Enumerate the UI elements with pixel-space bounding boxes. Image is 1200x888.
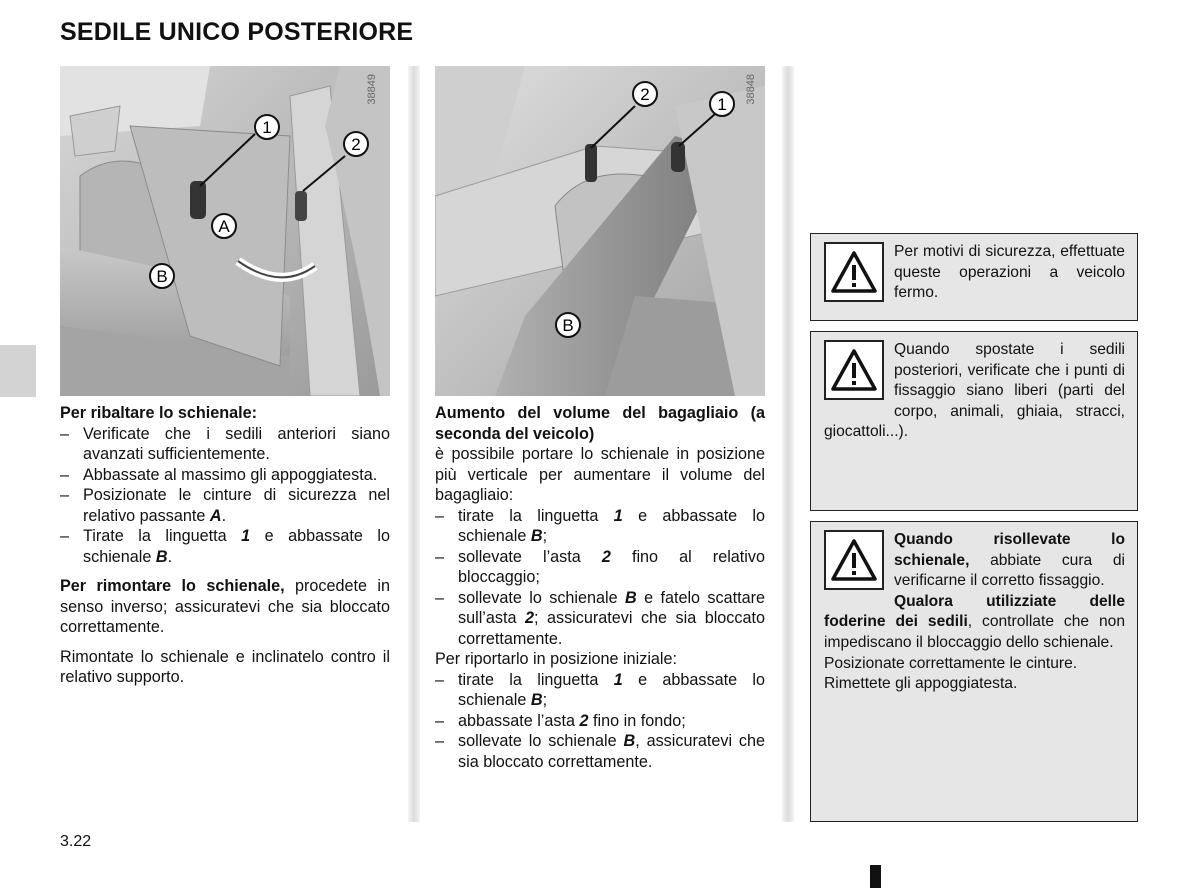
list-item: – sollevate l’asta 2 fino al relativo bloccaggio; — [435, 547, 765, 586]
figure-number: 38848 — [745, 74, 757, 105]
section-heading: Aumento del volume del bagagliaio (a seconda del veicolo) — [435, 404, 765, 443]
footer-marker — [870, 865, 881, 888]
callout-2 — [344, 132, 368, 156]
warning-text: Quando spostate i sedili posteriori, verificate che i punti di fissaggio siano liberi (parti del corpo, animali, ghiaia, stracci, giocattoli...). — [824, 341, 1125, 441]
warning-triangle-icon — [824, 530, 884, 590]
page-number: 3.22 — [60, 833, 92, 850]
callouts-2 — [435, 66, 765, 396]
callout-1 — [710, 92, 734, 116]
paragraph: è possibile portare lo schienale in posizione più verticale per aumentare il volume del bagagliaio: — [435, 445, 765, 504]
list-item: – abbassate l’asta 2 fino in fondo; — [435, 711, 686, 730]
warning-box — [810, 233, 1138, 321]
warning-triangle-icon — [824, 340, 884, 400]
section-heading: Per ribaltare lo schienale: — [60, 404, 258, 422]
callout-2 — [633, 82, 657, 106]
svg-text:B: B — [562, 316, 574, 335]
svg-text:1: 1 — [262, 118, 272, 137]
warning-text: Qualora utilizziate delle foderine dei sedili, controllate che non impediscano il bloccaggio dello schienale. — [824, 592, 1126, 651]
svg-text:B: B — [156, 267, 168, 286]
paragraph: Per riportarlo in posizione iniziale: — [435, 650, 678, 668]
svg-text:2: 2 — [351, 135, 361, 154]
warning-text: Rimettete gli appoggiatesta. — [824, 675, 1018, 693]
list-item: – tirate la linguetta 1 e abbassate lo schienale B; — [435, 670, 765, 709]
warning-box — [810, 331, 1138, 511]
warning-text: Quando risollevate lo schienale, abbiate cura di verificarne il corretto fissaggio. — [894, 531, 1125, 590]
warning-box — [810, 521, 1138, 822]
list-item: – Verificate che i sedili anteriori siano avanzati sufficientemente. — [60, 424, 390, 463]
fold-steps-list — [60, 424, 390, 568]
boot-steps-list — [435, 506, 765, 650]
svg-text:2: 2 — [640, 85, 650, 104]
callout-a — [212, 214, 236, 238]
svg-text:1: 1 — [717, 95, 727, 114]
list-item: – sollevate lo schienale B e fatelo scattare sull’asta 2; assicuratevi che sia bloccato correttamente. — [435, 588, 766, 648]
list-item: – Posizionate le cinture di sicurezza nel relativo passante A. — [60, 486, 390, 525]
callout-1 — [255, 115, 279, 139]
list-item: – sollevate lo schienale B, assicuratevi che sia bloccato correttamente. — [435, 732, 766, 771]
paragraph: Rimontate lo schienale e inclinatelo contro il relativo supporto. — [60, 647, 390, 686]
list-item: – tirate la linguetta 1 e abbassate lo schienale B; — [435, 506, 765, 545]
list-item: – Tirate la linguetta 1 e abbassate lo schienale B. — [60, 527, 390, 566]
figure-boot-volume — [435, 66, 765, 396]
figure-fold-seat — [60, 66, 390, 396]
page-title: SEDILE UNICO POSTERIORE — [60, 18, 414, 46]
column-gutter-1 — [408, 66, 420, 822]
callout-b — [150, 264, 174, 288]
callouts-1 — [60, 66, 390, 396]
callout-b — [556, 313, 580, 337]
paragraph: Per rimontare lo schienale, procedete in senso inverso; assicuratevi che sia bloccato correttamente. — [60, 577, 391, 636]
chapter-tab — [0, 345, 36, 397]
warning-triangle-icon — [824, 242, 884, 302]
column-fold-instructions — [60, 403, 390, 688]
restore-steps-list — [435, 670, 765, 773]
column-boot-instructions — [435, 403, 765, 772]
figure-number: 38849 — [366, 74, 378, 105]
warning-text: Posizionate correttamente le cinture. — [824, 654, 1078, 672]
warning-text: Per motivi di sicurezza, effettuate queste operazioni a veicolo fermo. — [894, 243, 1125, 302]
list-item: – Abbassate al massimo gli appoggiatesta. — [60, 465, 378, 484]
column-gutter-2 — [782, 66, 794, 822]
svg-text:A: A — [218, 217, 230, 236]
